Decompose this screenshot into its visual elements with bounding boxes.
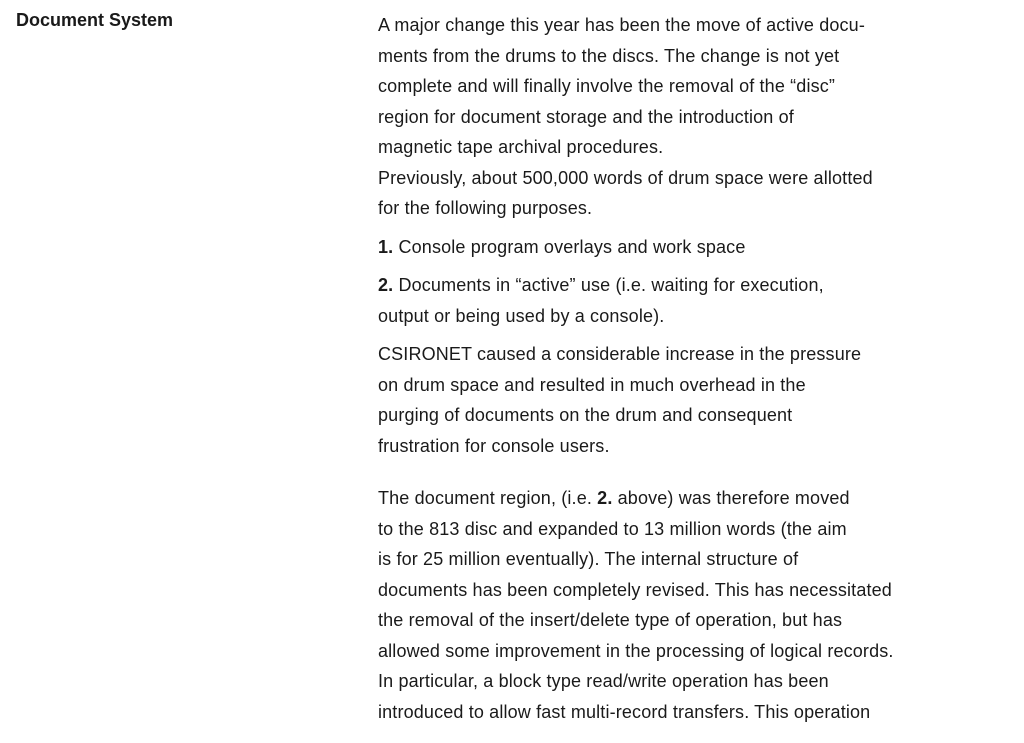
text-line: purging of documents on the drum and consequent	[378, 405, 793, 425]
text-line: ments from the drums to the discs. The change is not yet	[378, 45, 840, 66]
text-line: In particular, a block type read/write operation has been	[378, 671, 829, 691]
text-line: to the 813 disc and expanded to 13 million words (the aim	[378, 518, 847, 539]
text-line: magnetic tape archival procedures.	[378, 137, 664, 157]
text-fragment: above) was therefore moved	[617, 488, 850, 508]
item-number: 1.	[378, 236, 394, 257]
text-line: output or being used by a console).	[378, 305, 665, 326]
text-line: CSIRONET caused a considerable increase in the pressure	[378, 344, 862, 364]
text-line	[378, 232, 1018, 263]
paragraph-document-region	[378, 483, 1018, 727]
text-line: for the following purposes.	[378, 198, 593, 218]
text-line: region for document storage and the introduction of	[378, 106, 794, 127]
text-line: the removal of the insert/delete type of operation, but has	[378, 610, 843, 630]
text-line: on drum space and resulted in much overhead in the	[378, 374, 806, 395]
body-text	[378, 10, 1018, 727]
item-text: Documents in “active” use (i.e. waiting for execution,	[398, 275, 824, 295]
text-line	[378, 270, 1018, 301]
text-line: complete and will finally involve the removal of the “disc”	[378, 76, 836, 96]
item-text: Console program overlays and work space	[398, 236, 746, 257]
list-item-1	[378, 232, 1018, 263]
item-number: 2.	[378, 275, 394, 295]
text-line: is for 25 million eventually). The internal structure of	[378, 549, 799, 569]
paragraph-csironet	[378, 339, 1018, 461]
text-line: frustration for console users.	[378, 435, 610, 456]
section-heading: Document System	[16, 10, 174, 30]
paragraph-drum-to-disc	[378, 10, 1018, 224]
item-reference: 2.	[597, 488, 613, 508]
text-line: A major change this year has been the move of active docu-	[378, 15, 865, 35]
text-line: Previously, about 500,000 words of drum space were allotted	[378, 167, 873, 188]
text-line	[378, 483, 1018, 514]
text-line: documents has been completely revised. This has necessitated	[378, 579, 892, 600]
text-fragment: The document region, (i.e.	[378, 488, 593, 508]
text-line: introduced to allow fast multi-record transfers. This operation	[378, 701, 871, 722]
text-line: allowed some improvement in the processing of logical records.	[378, 640, 894, 661]
list-item-2	[378, 270, 1018, 331]
